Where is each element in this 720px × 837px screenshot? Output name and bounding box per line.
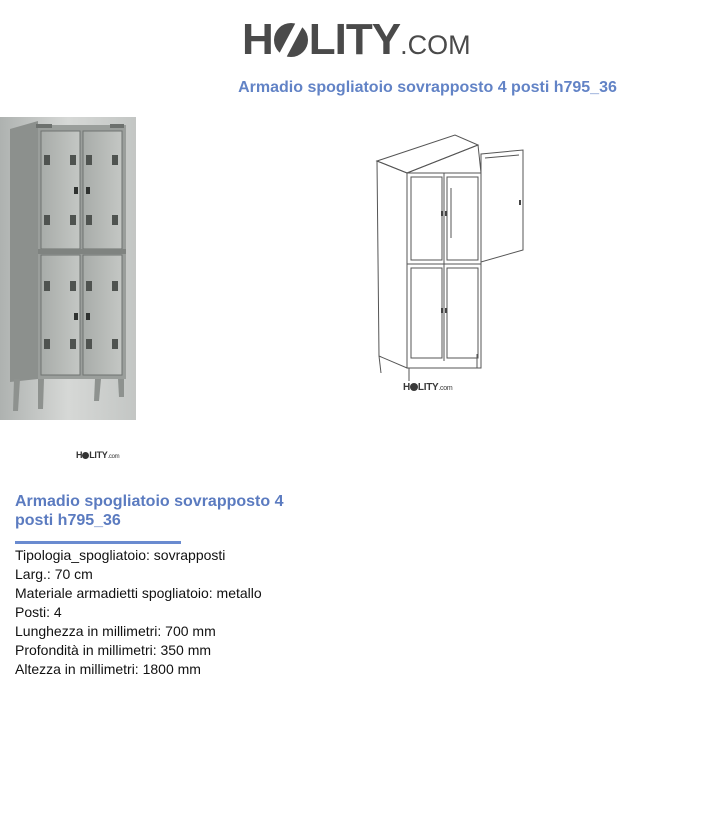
drawing-watermark bbox=[403, 382, 452, 393]
thumbnail-watermark bbox=[76, 450, 119, 460]
brand-domain: .COM bbox=[400, 30, 471, 60]
brand-letter-h: H bbox=[242, 15, 273, 64]
watermark-domain: .com bbox=[438, 385, 453, 392]
title-underline bbox=[15, 541, 181, 544]
spec-posti: Posti: 4 bbox=[15, 604, 62, 620]
spec-materiale: Materiale armadietti spogliatoio: metallo bbox=[15, 585, 262, 601]
brand-letters: LITY bbox=[308, 15, 401, 64]
product-specs-list bbox=[15, 546, 262, 679]
small-logo-letter-h: H bbox=[76, 450, 83, 460]
watermark-letters: LITY bbox=[417, 382, 439, 393]
spec-profondita: Profondità in millimetri: 350 mm bbox=[15, 642, 212, 658]
small-logo-letters: LITY bbox=[89, 450, 108, 460]
product-photo[interactable] bbox=[0, 117, 136, 420]
product-line-drawing[interactable] bbox=[365, 128, 535, 403]
brand-logo[interactable] bbox=[242, 14, 482, 66]
page-header-title: Armadio spogliatoio sovrapposto 4 posti h795_36 bbox=[238, 79, 617, 96]
spec-tipologia: Tipologia_spogliatoio: sovrapposti bbox=[15, 547, 226, 563]
spec-altezza: Altezza in millimetri: 1800 mm bbox=[15, 661, 201, 677]
watermark-o-mark bbox=[410, 383, 418, 391]
locker-line-drawing bbox=[365, 128, 535, 403]
watermark-letter-h: H bbox=[403, 382, 410, 393]
spec-larghezza: Larg.: 70 cm bbox=[15, 566, 93, 582]
brand-wordmark bbox=[242, 14, 471, 71]
product-title: Armadio spogliatoio sovrapposto 4 posti h795_36 bbox=[15, 493, 284, 529]
spec-lunghezza: Lunghezza in millimetri: 700 mm bbox=[15, 623, 216, 639]
locker-photo-illustration bbox=[0, 117, 136, 420]
brand-o-mark bbox=[274, 23, 308, 57]
small-logo-domain: .com bbox=[107, 454, 120, 460]
